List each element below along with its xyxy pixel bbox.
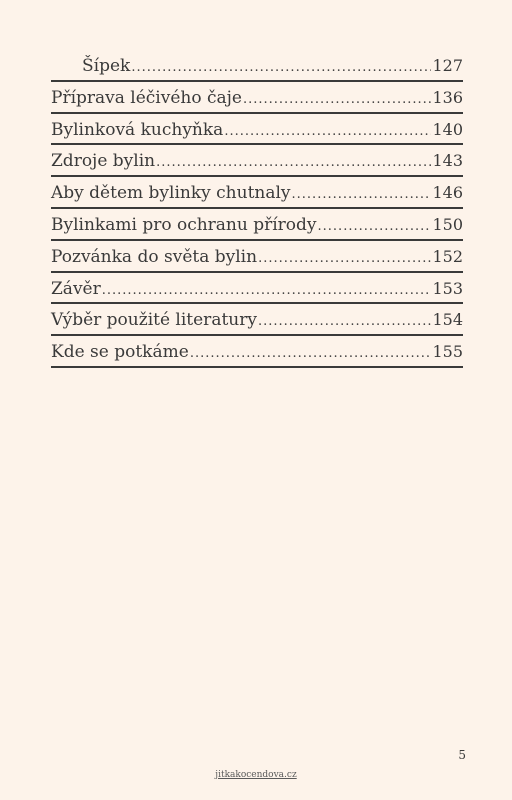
toc-entry-page: 146 — [432, 183, 463, 203]
toc-entry-aby-detem-bylinky-chutnaly[interactable] — [51, 177, 463, 209]
toc-entry-sipek[interactable] — [51, 50, 463, 82]
toc-dot-leader — [318, 211, 432, 243]
toc-entry-zaver[interactable] — [51, 273, 463, 305]
toc-dot-leader — [190, 338, 432, 370]
toc-entry-page: 154 — [432, 310, 463, 330]
table-of-contents — [51, 50, 463, 368]
toc-entry-title: Výběr použité literatury — [51, 310, 257, 331]
toc-entry-page: 153 — [432, 278, 463, 298]
toc-dot-leader — [258, 306, 431, 338]
toc-entry-vyber-pouzite-literatury[interactable] — [51, 304, 463, 336]
toc-entry-title: Příprava léčivého čaje — [51, 87, 242, 108]
toc-entry-page: 136 — [432, 87, 463, 107]
toc-entry-title: Aby dětem bylinky chutnaly — [51, 183, 291, 204]
toc-dot-leader — [243, 84, 431, 116]
toc-dot-leader — [156, 147, 431, 179]
toc-entry-title: Závěr — [51, 278, 101, 299]
toc-entry-bylinkami-pro-ochranu-prirody[interactable] — [51, 209, 463, 241]
toc-entry-title: Zdroje bylin — [51, 151, 156, 172]
toc-entry-page: 140 — [432, 119, 463, 139]
toc-dot-leader — [258, 243, 431, 275]
toc-entry-page: 127 — [432, 56, 463, 75]
toc-entry-page: 150 — [432, 214, 463, 234]
toc-entry-title: Bylinkami pro ochranu přírody — [51, 214, 317, 235]
toc-dot-leader — [131, 52, 431, 84]
toc-entry-bylinkova-kuchynka[interactable] — [51, 114, 463, 146]
toc-entry-page: 152 — [432, 246, 463, 266]
toc-entry-kde-se-potkame[interactable] — [51, 336, 463, 368]
toc-entry-page: 155 — [432, 342, 463, 362]
toc-entry-title: Šípek — [82, 56, 131, 76]
toc-entry-pozvanka-do-sveta-bylin[interactable] — [51, 241, 463, 273]
toc-dot-leader — [292, 179, 432, 211]
toc-entry-page: 143 — [432, 151, 463, 171]
toc-entry-title: Bylinková kuchyňka — [51, 119, 224, 140]
toc-entry-priprava-leciveho-caje[interactable] — [51, 82, 463, 114]
toc-entry-zdroje-bylin[interactable] — [51, 145, 463, 177]
toc-entry-title: Pozvánka do světa bylin — [51, 246, 258, 267]
toc-dot-leader — [224, 116, 431, 148]
toc-entry-title: Kde se potkáme — [51, 342, 189, 363]
website-link[interactable]: jitkakocendova.cz — [215, 770, 297, 780]
toc-dot-leader — [102, 275, 432, 307]
page-number: 5 — [458, 748, 466, 762]
